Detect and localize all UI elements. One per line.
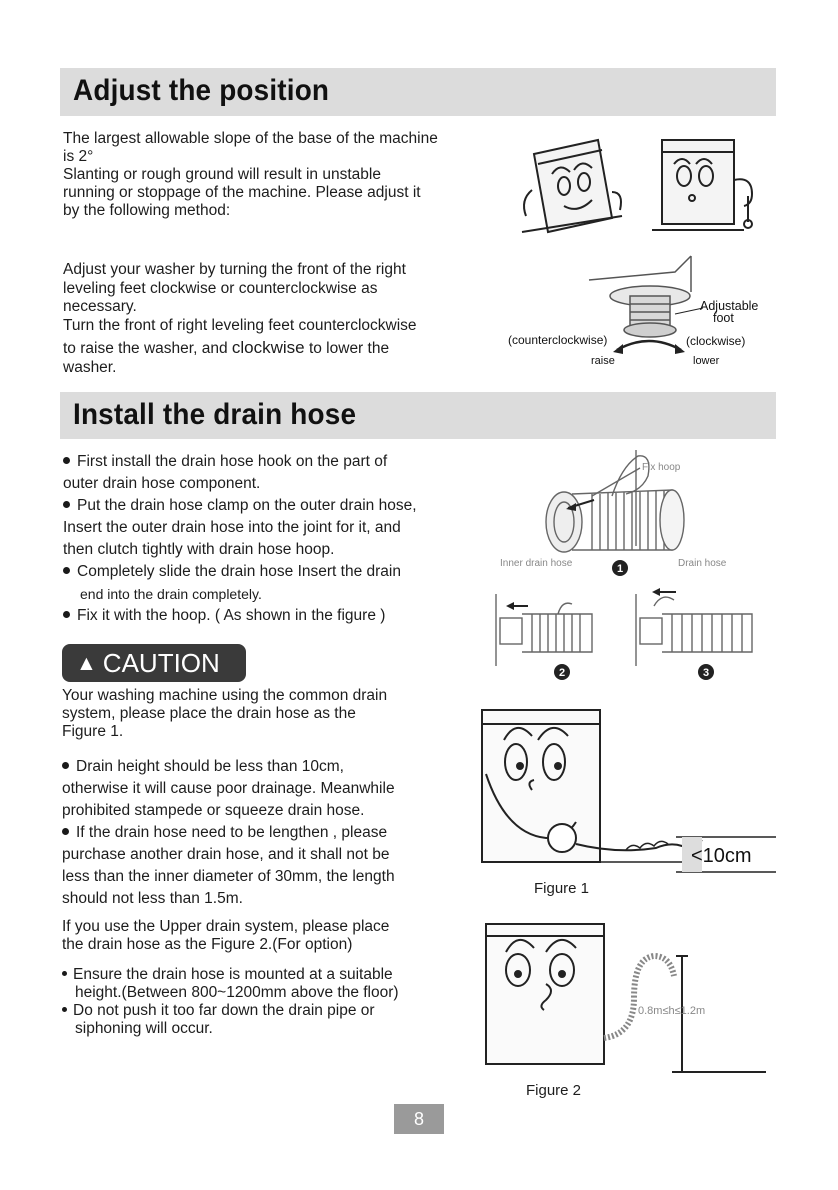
caution-line: Your washing machine using the common drain — [62, 687, 388, 704]
figure-1-height: <10cm — [691, 845, 752, 867]
caution-label: CAUTION — [102, 648, 220, 678]
intro-line: running or stoppage of the machine. Please adjust it — [63, 184, 421, 201]
section-title-drain: Install the drain hose — [73, 398, 357, 431]
warning-icon: ▲ — [76, 652, 97, 675]
step-2-number: 2 — [558, 667, 566, 679]
adjust-line-5-post: to lower the — [304, 340, 390, 357]
bullet-line: Insert the outer drain hose into the joint for it, and — [63, 519, 401, 536]
intro-paragraph — [63, 130, 493, 220]
counterclockwise-label: (counterclockwise) — [508, 333, 608, 347]
bullet-line: Completely slide the drain hose Insert the drain — [63, 561, 483, 583]
adjust-line: Adjust your washer by turning the front of the right — [63, 261, 406, 278]
figure-1-label: Figure 1 — [534, 880, 590, 897]
intro-line: The largest allowable slope of the base of the machine — [63, 130, 438, 147]
leveling-foot-illustration — [505, 252, 775, 374]
clockwise-label: (clockwise) — [686, 334, 746, 348]
bullet-line: prohibited stampede or squeeze drain hose. — [62, 802, 365, 819]
foot-label: foot — [713, 311, 734, 325]
figure-2-illustration — [476, 918, 776, 1074]
figure-1-illustration — [476, 704, 776, 880]
step-3-number: 3 — [702, 667, 710, 679]
bullet-icon — [62, 1007, 67, 1012]
upper-line: If you use the Upper drain system, please place — [62, 918, 390, 935]
bullet-line: otherwise it will cause poor drainage. Meanwhile — [62, 780, 395, 797]
fix-hoop-label: Fix hoop — [642, 462, 681, 473]
adjust-line: leveling feet clockwise or counterclockwise as — [63, 279, 378, 297]
bullet-line: Ensure the drain hose is mounted at a suitable — [62, 966, 482, 984]
bullet-line: purchase another drain hose, and it shall not be — [62, 846, 390, 863]
figure-2-height: 0.8m≤h≤1.2m — [638, 1005, 706, 1017]
caution-paragraph — [62, 687, 482, 741]
caution-line: Figure 1. — [62, 723, 124, 740]
bullet-line: should not less than 1.5m. — [62, 890, 243, 907]
adjust-line: washer. — [63, 358, 117, 376]
bullet-line: First install the drain hose hook on the part of — [63, 451, 483, 473]
bullet-icon — [62, 971, 67, 976]
bullet-line: end into the drain completely. — [80, 586, 262, 602]
upper-drain-paragraph — [62, 918, 482, 954]
adjust-line-5 — [63, 339, 503, 359]
bullet-line: siphoning will occur. — [75, 1020, 213, 1037]
intro-line: Slanting or rough ground will result in unstable — [63, 166, 381, 183]
bullet-line: then clutch tightly with drain hose hoop. — [63, 541, 335, 558]
bullet-line: outer drain hose component. — [63, 475, 261, 492]
adjust-paragraph — [63, 261, 503, 377]
clockwise-emphasis: clockwise — [231, 338, 305, 357]
bullet-line: If the drain hose need to be lengthen , please — [62, 822, 482, 844]
adjust-line-5-pre: to raise the washer, and — [63, 340, 232, 357]
intro-line: is 2° — [63, 148, 94, 165]
caution-badge — [62, 644, 246, 682]
bullet-icon — [63, 567, 70, 574]
page-number: 8 — [394, 1104, 444, 1134]
adjustable-label: Adjustable — [700, 299, 759, 313]
bullet-icon — [63, 611, 70, 618]
drain-hose-label: Drain hose — [678, 558, 727, 569]
figure-2-label: Figure 2 — [526, 1082, 582, 1099]
section-title-adjust: Adjust the position — [73, 74, 330, 107]
raise-label: raise — [591, 355, 615, 367]
bullet-line: height.(Between 800~1200mm above the floor) — [75, 984, 399, 1001]
step-1-number: 1 — [616, 563, 624, 575]
caution-bullets — [62, 756, 482, 910]
adjust-line: necessary. — [63, 298, 137, 315]
bullet-icon — [63, 457, 70, 464]
bullet-line: Fix it with the hoop. ( As shown in the figure ) — [63, 605, 483, 627]
bullet-line: Do not push it too far down the drain pipe or — [62, 1002, 482, 1020]
bullet-icon — [63, 501, 70, 508]
caution-line: system, please place the drain hose as the — [62, 705, 356, 722]
bullet-line: Put the drain hose clamp on the outer drain hose, — [63, 495, 483, 517]
upper-drain-bullets — [62, 966, 482, 1038]
bullet-icon — [62, 828, 69, 835]
adjust-line: Turn the front of right leveling feet counterclockwise — [63, 316, 417, 334]
intro-line: by the following method: — [63, 202, 231, 219]
bullet-icon — [62, 762, 69, 769]
upper-line: the drain hose as the Figure 2.(For option) — [62, 936, 353, 953]
bullet-line: Drain height should be less than 10cm, — [62, 756, 482, 778]
leveling-illustration — [512, 130, 774, 240]
bullet-line: less than the inner diameter of 30mm, the length — [62, 868, 395, 885]
lower-label: lower — [693, 355, 720, 367]
drain-hose-illustration — [492, 446, 776, 690]
inner-drain-hose-label: Inner drain hose — [500, 558, 573, 569]
drain-bullets — [63, 451, 483, 627]
